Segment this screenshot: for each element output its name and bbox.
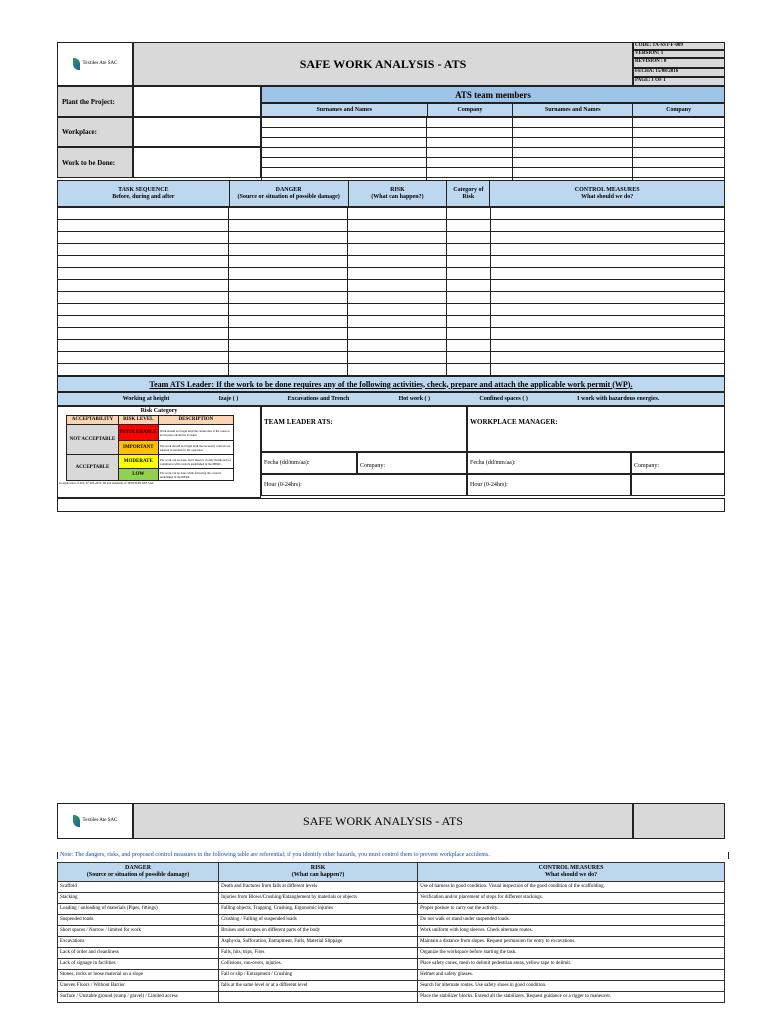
row-control: Use of harness in good condition. Visual inspection of the good condition of the scaffolding. <box>418 882 725 893</box>
workplace-manager-box <box>467 406 725 452</box>
doc-info <box>633 42 725 86</box>
field-plant: Plant the Project: <box>57 86 133 117</box>
leaf-icon <box>73 815 80 827</box>
row-danger: Suspended loads <box>58 915 219 926</box>
logo-box <box>57 42 133 86</box>
row-risk: Injuries from Blows/Crushing/Entanglement by materials or objects <box>219 893 418 904</box>
permit-excavation[interactable]: Excavations and Trench <box>287 395 350 402</box>
row-risk: Collisions, run-overs, injuries. <box>219 959 418 970</box>
team-leader-label: TEAM LEADER ATS: <box>264 418 333 426</box>
doc-revision: REVISION : 0 <box>633 58 725 68</box>
risk-category-title: Risk Category <box>140 408 178 414</box>
level-low: LOW <box>118 469 158 481</box>
field-workplace: Workplace: <box>57 117 133 147</box>
task-header-danger: DANGER (Source or situation of possible damage) <box>229 181 348 207</box>
task-header-sequence: TASK SEQUENCE Before, during and after <box>58 181 230 207</box>
plant-input[interactable] <box>133 86 261 117</box>
work-input[interactable] <box>133 147 261 178</box>
task-header-control: CONTROL MEASURES What should we do? <box>490 181 725 207</box>
permit-hot-work[interactable]: Hot work ( ) <box>398 395 431 402</box>
row-danger: Loading / unloading of materials (Pipes, fittings) <box>58 904 219 915</box>
row-risk: falls at the same level or at a different level <box>219 981 418 992</box>
row-control: Verification and/or placement of stops for different stackings. <box>418 893 725 904</box>
table-row <box>58 970 725 981</box>
manager-hour[interactable]: Hour (0-24hrs): <box>467 474 631 496</box>
level-moderate: MODERATE <box>118 455 158 469</box>
permit-height[interactable]: Working at height <box>122 395 170 402</box>
not-acceptable-label: NOT ACCEPTABLE <box>67 425 119 455</box>
page-1 <box>57 42 725 512</box>
acceptable-label: ACCEPTABLE <box>67 455 119 481</box>
permits-row <box>57 392 725 406</box>
row-danger: Surface / Unstable ground (sump / gravel) / Limited access <box>58 992 219 1003</box>
row-risk: Death and fractures from falls at different levels <box>219 882 418 893</box>
logo-text: Textiles Ate SAC <box>82 61 118 66</box>
title-box <box>133 42 633 86</box>
row-danger: Scaffold <box>58 882 219 893</box>
row-risk <box>219 992 418 1003</box>
row-danger: Stacking <box>58 893 219 904</box>
leader-date[interactable]: Fecha (dd/mm/aa): <box>261 452 357 474</box>
team-table <box>261 103 725 178</box>
row-control: Place safety cones, mesh to delimit pedestrian areas, yellow tape to delimit. <box>418 959 725 970</box>
row-risk: Bruises and scrapes on different parts of the body <box>219 926 418 937</box>
row-control: Place the stabilizer blocks. Extend all the stabilizers. Request guidance or a rigger to maneuver. <box>418 992 725 1003</box>
team-header-company-1: Company <box>427 104 513 117</box>
task-rows[interactable] <box>57 207 725 376</box>
table-row <box>58 904 725 915</box>
reference-table <box>57 862 725 1003</box>
doc-page: PAGE: 1 OF 1 <box>633 77 725 86</box>
ref-header-danger: DANGER (Source or situation of possible damage) <box>58 863 219 882</box>
leader-note: Team ATS Leader: If the work to be done requires any of the following activities, check, prepare and attach the applicable work permit (WP). <box>57 376 725 392</box>
table-row <box>58 926 725 937</box>
leader-company[interactable]: Company: <box>357 452 467 474</box>
table-row <box>58 937 725 948</box>
risk-footnote: In application of D.S. N° 005-2012-TR and standards of TEXTILES ATE SAC <box>59 481 154 485</box>
manager-company[interactable]: Company: <box>631 452 725 474</box>
bottom-strip <box>57 498 725 512</box>
row-control: Work uniform with long sleeves. Check alternate routes. <box>418 926 725 937</box>
team-header-company-2: Company <box>633 104 725 117</box>
row-danger: Uneven Floors / Without Barrier <box>58 981 219 992</box>
level-intolerable: INTOLERABLE <box>118 425 158 441</box>
ref-header-risk: RISK (What can happen?) <box>219 863 418 882</box>
row-control: Maintain a distance from slopes. Request permission for entry to excavations. <box>418 937 725 948</box>
row-danger: Short spaces / Narrow / limited for work <box>58 926 219 937</box>
row-danger: Excavations <box>58 937 219 948</box>
row-danger: Stones, rocks or loose material on a slope <box>58 970 219 981</box>
risk-matrix: ACCEPTABILITY RISK LEVEL DESCRIPTION NOT ACCEPTABLE INTOLERABLE Work should not begin until the causes that, if the cause is not in place should be avoided. IMPORTANT The work should not begin until the necessary controls are adopted as needed for the operation. ACCEPTABLE MODERATE The work can be done, but it must be closely monitored for compliance with controls established in the IPERC. LOW The work can be done while following the controls established in the IPERC. <box>66 415 234 481</box>
manager-date[interactable]: Fecha (dd/mm/aa): <box>467 452 631 474</box>
task-header-risk: RISK (What can happen?) <box>348 181 447 207</box>
row-danger: Lack of signage in facilities <box>58 959 219 970</box>
table-row <box>58 959 725 970</box>
row-risk: Falls, hits, trips, Fires <box>219 948 418 959</box>
row-control: Proper posture to carry out the activity. <box>418 904 725 915</box>
leader-hour[interactable]: Hour (0-24hrs): <box>261 474 467 496</box>
row-danger: Lack of order and cleanliness <box>58 948 219 959</box>
table-row <box>58 882 725 893</box>
risk-category-box <box>57 406 261 498</box>
leaf-icon <box>73 58 80 70</box>
row-control: Organize the workspace before starting the task. <box>418 948 725 959</box>
workplace-input[interactable] <box>133 117 261 147</box>
row-risk: Asphyxia, Suffocation, Entrapment, Falls, Material Slippage <box>219 937 418 948</box>
company-logo <box>73 58 118 70</box>
manager-hour-extra[interactable] <box>631 474 725 496</box>
page-title-2: SAFE WORK ANALYSIS - ATS <box>303 814 463 828</box>
permit-energy[interactable]: I work with hazardous energies. <box>577 395 660 402</box>
field-work: Work to be Done: <box>57 147 133 178</box>
task-table <box>57 180 725 376</box>
title-box-2 <box>133 803 633 839</box>
doc-info-2 <box>633 803 725 839</box>
workplace-manager-label: WORKPLACE MANAGER: <box>470 418 558 426</box>
table-row <box>58 893 725 904</box>
team-header-name-1: Surnames and Names <box>262 104 428 117</box>
doc-version: VERSION: 1 <box>633 50 725 58</box>
team-leader-box <box>261 406 467 452</box>
logo-box-2 <box>57 803 133 839</box>
row-control: Helmet and safety glasses. <box>418 970 725 981</box>
team-header-name-2: Surnames and Names <box>513 104 633 117</box>
table-row <box>58 981 725 992</box>
permit-izaje[interactable]: Izaje ( ) <box>218 395 239 402</box>
ref-header-control: CONTROL MEASURES What should we do? <box>418 863 725 882</box>
level-important: IMPORTANT <box>118 441 158 455</box>
row-risk: Fall or slip / Entrapment / Crushing <box>219 970 418 981</box>
doc-date: FECHA: 15/08/2016 <box>633 68 725 77</box>
table-row <box>58 915 725 926</box>
doc-code: CODE: TA-SST-F-009 <box>633 42 725 50</box>
page-title: SAFE WORK ANALYSIS - ATS <box>299 57 467 71</box>
company-logo-2: Textiles Ate SAC <box>73 815 118 827</box>
reference-note: Note: The dangers, risks, and proposed control measures in the following table are referential; if you identify other hazards, you must control them to prevent workplace accidents. <box>57 852 729 859</box>
reference-rows <box>58 882 725 1003</box>
table-row <box>58 948 725 959</box>
table-row <box>58 992 725 1003</box>
row-risk: Falling objects, Trapping, Crushing, Ergonomic injuries <box>219 904 418 915</box>
row-control: Search for alternate routes. Use safety shoes in good condition. <box>418 981 725 992</box>
permit-confined[interactable]: Confined spaces ( ) <box>479 395 528 402</box>
team-title: ATS team members <box>261 86 725 103</box>
page-2 <box>57 803 725 1024</box>
row-risk: Crushing / Falling of suspended loads <box>219 915 418 926</box>
row-control: Do not walk or stand under suspended loads. <box>418 915 725 926</box>
task-header-category: Category of Risk <box>447 181 490 207</box>
